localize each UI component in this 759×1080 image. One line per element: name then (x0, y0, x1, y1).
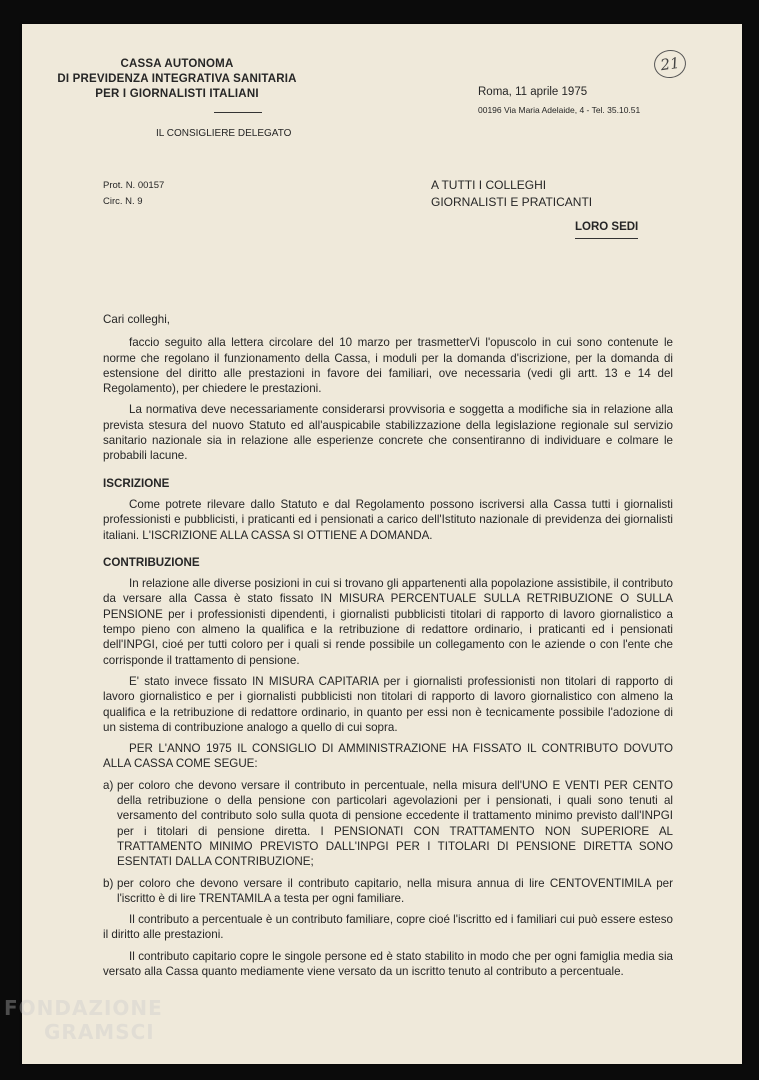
paragraph-1: faccio seguito alla lettera circolare del 10 marzo per trasmetterVi l'opuscolo in cui sono contenute le norme che regolano il funzionamento della Cassa, i moduli per la domanda d'iscrizione, per la domanda di estensione del diritto alle prestazioni in favore dei familiari, ove necessaria (vedi gli artt. 13 e 14 del Regolamento), per chiedere le prestazioni. (103, 336, 673, 396)
archive-number-stamp: 21 (652, 48, 688, 80)
org-name-line2: DI PREVIDENZA INTEGRATIVA SANITARIA (57, 73, 297, 85)
protocol-number: Prot. N. 00157 (103, 180, 165, 191)
recipient-line3: LORO SEDI (575, 221, 639, 233)
heading-contribuzione: CONTRIBUZIONE (103, 555, 200, 569)
heading-iscrizione: ISCRIZIONE (103, 476, 170, 490)
recipient-line2: GIORNALISTI E PRATICANTI (431, 195, 593, 209)
list-text-a: per coloro che devono versare il contributo in percentuale, nella misura dell'UNO E VENTI PER CENTO della retribuzione o della pensione con particolari agevolazioni per i pensionati, i quali sono tenuti al versamento del contributo solo sulla quota di pensione eccedente il trattamento minimo previsto dall'INPGI per i titolari di pensione diretta. I PENSIONATI CON TRATTAMENTO NON SUPERIORE AL TRATTAMENTO MINIMO PREVISTO DALL'INPGI PER I TITOLARI DI PENSIONE DIRETTA SONO ESENTATI DALLA CONTRIBUZIONE; (117, 778, 673, 869)
circular-number: Circ. N. 9 (103, 196, 143, 207)
header-divider (214, 112, 262, 113)
org-name-line1: CASSA AUTONOMA (120, 58, 234, 70)
paragraph-4: In relazione alle diverse posizioni in cui si trovano gli appartenenti alla popolazione assistibile, il contributo da versare alla Cassa è stato fissato IN MISURA PERCENTUALE SULLA RETRIBUZIONE O SULLA PENSIONE per i professionisti dipendenti, i giornalisti pubblicisti titolari di rapporto di lavoro giornalistico a tempo pieno con almeno la qualifica e la retribuzione di redattore ordinario, i praticanti ed i pensionati dell'INPGI, cioé per tutti coloro per i quali si rende possibile un collegamento con le aziende o con l'ente che corrisponde il trattamento di pensione. (103, 577, 673, 667)
letter-page (22, 24, 742, 1064)
watermark-line1: FONDAZIONE (4, 996, 163, 1020)
paragraph-5: E' stato invece fissato IN MISURA CAPITARIA per i giornalisti professionisti non titolari di rapporto di lavoro giornalistico e per i giornalisti pubblicisti non titolari di rapporto di lavoro giornalistico con almeno la qualifica e la retribuzione di redattore ordinario, in quanto per essi non è tecnicamente possibile l'adozione di un sistema di contribuzione analogo a quello di cui sopra. (103, 674, 673, 734)
list-label-b: b) (103, 876, 114, 890)
paragraph-7: Il contributo a percentuale è un contributo familiare, copre cioé l'iscritto ed i familiari cui può essere esteso il diritto alle prestazioni. (103, 913, 673, 942)
list-item-b (103, 876, 673, 907)
paragraph-6: PER L'ANNO 1975 IL CONSIGLIO DI AMMINISTRAZIONE HA FISSATO IL CONTRIBUTO DOVUTO ALLA CASSA COME SEGUE: (103, 742, 673, 771)
paragraph-2: La normativa deve necessariamente considerarsi provvisoria e soggetta a modifiche sia in relazione alla prevista stesura del nuovo Statuto ed all'auspicabile stabilizzazione della legislazione regionale sul servizio sanitario nazionale sia in relazione alle esperienze concrete che consentiranno di individuare e colmare le probabili lacune. (103, 403, 673, 463)
letter-body (103, 312, 673, 985)
paragraph-3: Come potrete rilevare dallo Statuto e dal Regolamento possono iscriversi alla Cassa tutti i giornalisti professionisti e pubblicisti, i praticanti ed i pensionati a carico dell'Istituto nazionale di previdenza dei giornalisti italiani. L'ISCRIZIONE ALLA CASSA SI OTTIENE A DOMANDA. (103, 497, 673, 542)
list-item-a (103, 778, 673, 870)
sender-address: 00196 Via Maria Adelaide, 4 - Tel. 35.10.51 (478, 105, 641, 115)
recipient-line1: A TUTTI I COLLEGHI (431, 178, 547, 192)
paragraph-8: Il contributo capitario copre le singole persone ed è stato stabilito in modo che per ogni famiglia media sia versato alla Cassa quanto mediamente viene versato da un iscritto tenuto al contributo a percentuale. (103, 949, 673, 978)
greeting: Cari colleghi, (103, 313, 171, 326)
list-label-a: a) (103, 778, 114, 792)
org-name-line3: PER I GIORNALISTI ITALIANI (95, 88, 259, 100)
sender-role: IL CONSIGLIERE DELEGATO (156, 128, 292, 139)
place-date: Roma, 11 aprile 1975 (478, 86, 588, 98)
list-text-b: per coloro che devono versare il contributo capitario, nella misura annua di lire CENTOVENTIMILA per l'iscritto è di lire TRENTAMILA a testa per ogni familiare. (117, 876, 673, 905)
recipient-underline (575, 238, 638, 239)
watermark-line2: GRAMSCI (44, 1020, 155, 1044)
